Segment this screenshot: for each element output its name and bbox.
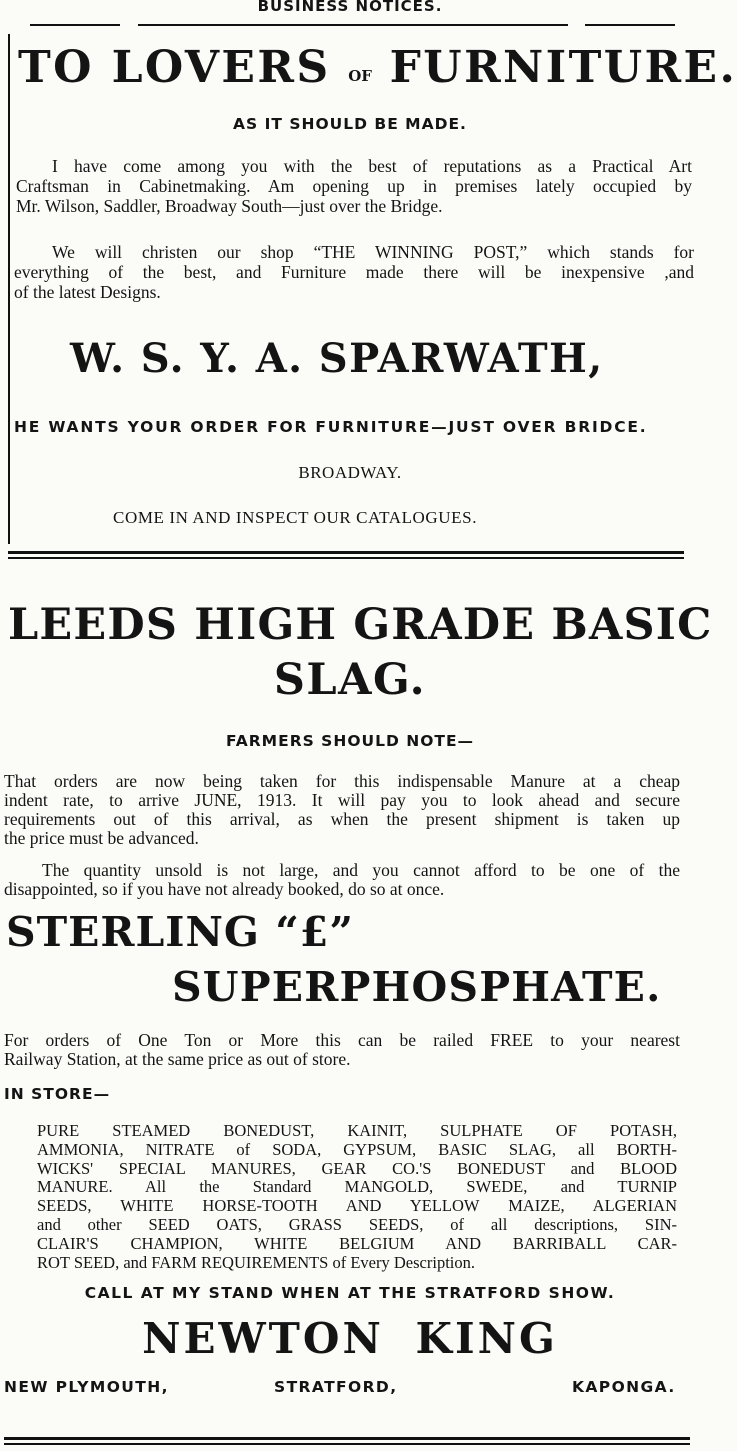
ad2-show-line: CALL AT MY STAND WHEN AT THE STRATFORD SHOW. — [84, 1284, 616, 1302]
header-rule-left — [30, 24, 120, 26]
ad1-bottom-rule-thin — [8, 557, 684, 559]
ad2-title-line-1: LEEDS HIGH GRADE BASIC — [8, 600, 713, 650]
ad2-store-line-5: SEEDS, WHITE HORSE-TOOTH AND YELLOW MAIZE, ALGERIAN — [37, 1196, 677, 1216]
ad2-store-line-7: CLAIR'S CHAMPION, WHITE BELGIUM AND BARRIBALL CAR- — [37, 1233, 677, 1253]
ad2-p1-line-1: That orders are now being taken for this indispensable Manure at a cheap — [4, 771, 680, 791]
header-rule-right — [585, 24, 675, 26]
ad2-p2-line-1: The quantity unsold is not large, and you cannot afford to be one of the — [42, 860, 680, 880]
ad1-tagline: HE WANTS YOUR ORDER FOR FURNITURE—JUST OVER BRIDCE. — [14, 418, 648, 436]
ad2-company-name: NEWTON KING — [142, 1314, 558, 1363]
ad2-town-kaponga: KAPONGA. — [572, 1378, 676, 1396]
ad2-subtitle: FARMERS SHOULD NOTE— — [225, 732, 475, 750]
ad1-title-part2: FURNITURE. — [389, 42, 737, 93]
ad2-paragraph-2 — [4, 861, 680, 899]
ad2-rail-line-2: Railway Station, at the same price as out of store. — [4, 1049, 351, 1069]
ad2-sterling-line-2: SUPERPHOSPHATE. — [172, 963, 662, 1011]
ad2-bottom-rule-thin — [4, 1443, 690, 1445]
ad1-cta: COME IN AND INSPECT OUR CATALOGUES. — [113, 508, 478, 527]
ad1-proprietor-name: W. S. Y. A. SPARWATH, — [70, 335, 604, 382]
ad2-bottom-rule-thick — [4, 1437, 690, 1440]
ad1-p2-line-3: of the latest Designs. — [14, 282, 161, 302]
ad2-store-line-6: and other SEED OATS, GRASS SEEDS, of all descriptions, SIN- — [37, 1214, 677, 1234]
ad2-store-line-1: PURE STEAMED BONEDUST, KAINIT, SULPHATE OF POTASH, — [37, 1121, 677, 1140]
ad2-store-line-3: WICKS' SPECIAL MANURES, GEAR CO.'S BONEDUST and BLOOD — [37, 1158, 677, 1178]
ad1-location: BROADWAY. — [298, 463, 402, 482]
ad2-store-line-8: ROT SEED, and FARM REQUIREMENTS of Every Description. — [37, 1252, 475, 1272]
ad1-bottom-rule-thick — [8, 551, 684, 554]
ad1-p1-line-2: Craftsman in Cabinetmaking. Am opening up in premises lately occupied by — [16, 176, 692, 196]
ad1-title-part1: TO LOVERS — [18, 42, 331, 93]
ad1-subtitle: AS IT SHOULD BE MADE. — [233, 115, 467, 133]
ad2-sterling-line-1: STERLING “£” — [6, 908, 354, 956]
ad2-rail-line-1: For orders of One Ton or More this can be railed FREE to your nearest — [4, 1030, 680, 1050]
ad2-rail-paragraph — [4, 1031, 680, 1069]
ad2-title-line-2: SLAG. — [273, 655, 427, 705]
ad2-p2-line-2: disappointed, so if you have not already booked, do so at once. — [4, 879, 445, 899]
ad1-title — [18, 42, 737, 94]
ad2-store-list — [37, 1122, 677, 1272]
ad1-paragraph-1 — [16, 156, 692, 216]
ad2-town-new-plymouth: NEW PLYMOUTH, — [4, 1378, 169, 1396]
ad2-store-line-2: AMMONIA, NITRATE of SODA, GYPSUM, BASIC SLAG, all BORTH- — [37, 1139, 677, 1159]
ad1-p1-line-3: Mr. Wilson, Saddler, Broadway South—just over the Bridge. — [16, 196, 443, 216]
ad1-p2-line-1: We will christen our shop “THE WINNING POST,” which stands for — [52, 242, 694, 262]
ad1-p2-line-2: everything of the best, and Furniture made there will be inexpensive ,and — [14, 262, 694, 282]
ad2-town-stratford: STRATFORD, — [274, 1378, 398, 1396]
ad2-paragraph-1 — [4, 772, 680, 848]
header-rule-center — [138, 24, 568, 26]
ad1-p1-line-1: I have come among you with the best of reputations as a Practical Art — [52, 156, 692, 176]
ad2-in-store-label: IN STORE— — [4, 1085, 111, 1103]
ad2-p1-line-2: indent rate, to arrive JUNE, 1913. It will pay you to look ahead and secure — [4, 790, 680, 810]
ad1-title-of: OF — [348, 67, 372, 85]
ad2-store-line-4: MANURE. All the Standard MANGOLD, SWEDE, and TURNIP — [37, 1177, 677, 1197]
ad2-p1-line-4: the price must be advanced. — [4, 828, 199, 848]
ad2-p1-line-3: requirements out of this arrival, as when the present shipment is taken up — [4, 809, 680, 829]
section-header: BUSINESS NOTICES. — [257, 0, 443, 15]
ad1-paragraph-2 — [14, 242, 694, 302]
